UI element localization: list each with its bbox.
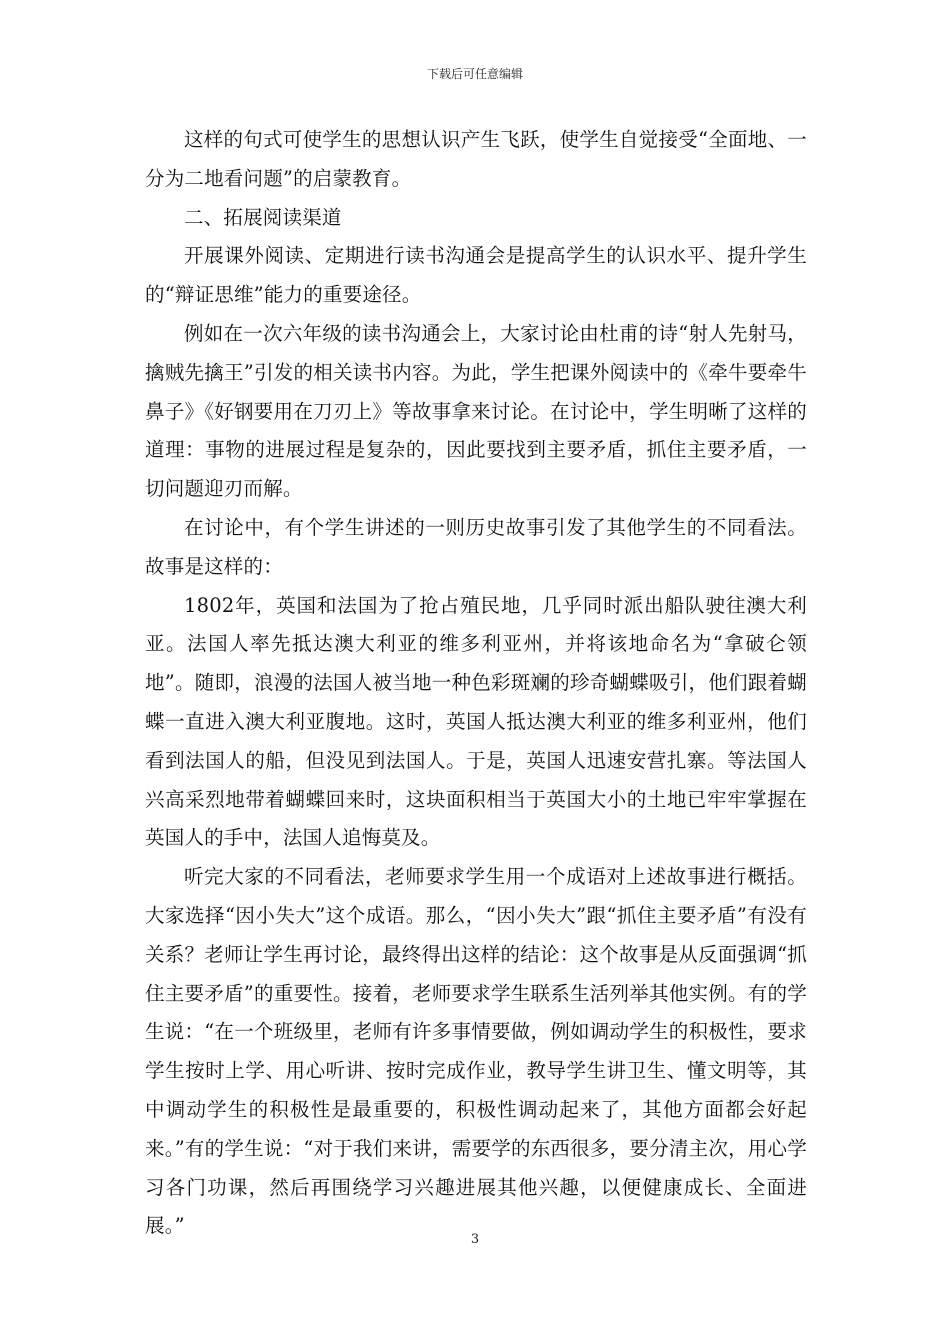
paragraph-story-intro: 在讨论中，有个学生讲述的一则历史故事引发了其他学生的不同看法。故事是这样的： [145,515,807,578]
paragraph-reading-meeting: 例如在一次六年级的读书沟通会上，大家讨论由杜甫的诗“射人先射马，擒贼先擒王”引发的相关读书内容。为此，学生把课外阅读中的《牵牛要牵牛鼻子》《好钢要用在刀刃上》等故事拿来讨论。在讨论中，学生明晰了这样的道理：事物的进展过程是复杂的，因此要找到主要矛盾，抓住主要矛盾，一切问题迎刃而解。 [145,321,807,501]
page-header: 下载后可任意编辑 [426,67,523,81]
paragraph-sentence-pattern: 这样的句式可使学生的思想认识产生飞跃，使学生自觉接受“全面地、一分为二地看问题”的启蒙教育。 [145,128,807,190]
paragraph-reading-importance: 开展课外阅读、定期进行读书沟通会是提高学生的认识水平、提升学生的“辩证思维”能力的重要途径。 [145,244,807,307]
document-body [145,121,807,1246]
paragraph-discussion-conclusion: 听完大家的不同看法，老师要求学生用一个成语对上述故事进行概括。大家选择“因小失大”这个成语。那么，“因小失大”跟“抓住主要矛盾”有没有关系？老师让学生再讨论，最终得出这样的结论：这个故事是从反面强调“抓住主要矛盾”的重要性。接着，老师要求学生联系生活列举其他实例。有的学生说：“在一个班级里，老师有许多事情要做，例如调动学生的积极性，要求学生按时上学、用心听讲、按时完成作业，教导学生讲卫生、懂文明等，其中调动学生的积极性是最重要的，积极性调动起来了，其他方面都会好起来。”有的学生说：“对于我们来讲，需要学的东西很多，要分清主次，用心学习各门功课，然后再围绕学习兴趣进展其他兴趣，以便健康成长、全面进展。” [145,865,807,1238]
section-heading: 二、拓展阅读渠道 [184,205,342,229]
page-number: 3 [470,1232,480,1247]
paragraph-history-story: 1802年，英国和法国为了抢占殖民地，几乎同时派出船队驶往澳大利亚。法国人率先抵达澳大利亚的维多利亚州，并将该地命名为“拿破仑领地”。随即，浪漫的法国人被当地一种色彩斑斓的珍奇蝴蝶吸引，他们跟着蝴蝶一直进入澳大利亚腹地。这时，英国人抵达澳大利亚的维多利亚州，他们看到法国人的船，但没见到法国人。于是，英国人迅速安营扎寨。等法国人兴高采烈地带着蝴蝶回来时，这块面积相当于英国大小的土地已牢牢掌握在英国人的手中，法国人追悔莫及。 [145,593,807,850]
